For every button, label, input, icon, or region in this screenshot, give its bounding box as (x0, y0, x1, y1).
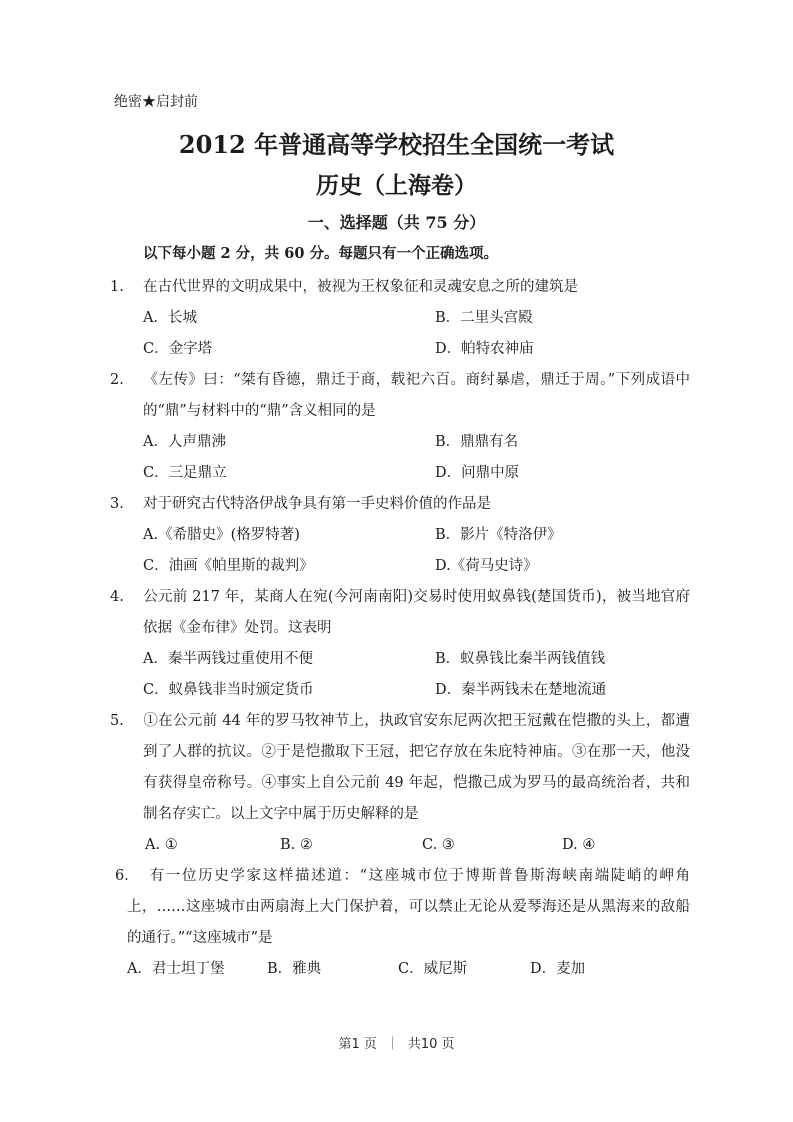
option-d: D．问鼎中原 (435, 465, 520, 481)
option-c: C．蚁鼻钱非当时颁定货币 (143, 682, 314, 698)
classification-banner: 绝密★启封前 (114, 94, 198, 110)
option-a: A．秦半两钱过重使用不便 (143, 651, 313, 667)
option-d: D．帕特农神庙 (435, 341, 534, 357)
options-grid (143, 644, 690, 706)
option-a: A.《希腊史》(格罗特著) (143, 527, 300, 543)
option-a: A．人声鼎沸 (143, 434, 226, 450)
option-a: A．长城 (143, 310, 197, 326)
question-stem-text: ①在公元前 44 年的罗马牧神节上，执政官安东尼两次把王冠戴在恺撒的头上，都遭到了人群的抗议。②于是恺撒取下王冠，把它存放在朱庇特神庙。③在那一天，他没有获得皇帝称号。④事实上自公元前 49 年起，恺撒己成为罗马的最高统治者，共和制名存实亡。以上文字中属于历史解释的是 (143, 713, 690, 822)
question-number: 4. (110, 589, 124, 605)
footer-total-pages: 共10 页 (407, 1037, 455, 1052)
question-stem (110, 489, 690, 520)
question-stem (110, 365, 690, 427)
question-1 (110, 272, 690, 365)
option-b: B．蚁鼻钱比秦半两钱值钱 (435, 651, 606, 667)
options-grid (143, 303, 690, 365)
question-stem-text: 对于研究古代特洛伊战争具有第一手史料价值的作品是 (143, 496, 491, 512)
option-c: C．威尼斯 (398, 961, 468, 977)
option-d: D．秦半两钱未在楚地流通 (435, 682, 607, 698)
options-grid (127, 954, 690, 985)
question-4 (110, 582, 690, 706)
option-b: B．雅典 (267, 961, 322, 977)
option-d: D.《荷马史诗》 (435, 558, 538, 574)
question-stem (115, 861, 690, 954)
exam-title: 2012 年普通高等学校招生全国统一考试 (178, 130, 615, 159)
question-6 (115, 861, 690, 985)
option-c: C．金字塔 (143, 341, 213, 357)
page-footer (0, 1033, 793, 1052)
option-a: A. ① (145, 837, 178, 853)
question-number: 2. (110, 372, 124, 388)
question-stem (110, 706, 690, 830)
question-3 (110, 489, 690, 582)
option-c: C．三足鼎立 (143, 465, 227, 481)
question-number: 3. (110, 496, 124, 512)
option-d: D. ④ (562, 837, 596, 853)
option-b: B．影片《特洛伊》 (435, 527, 562, 543)
option-a: A．君士坦丁堡 (127, 961, 225, 977)
option-b: B. ② (280, 837, 313, 853)
section-heading: 一、选择题（共 75 分） (307, 213, 486, 232)
footer-page-number: 第1 页 (338, 1037, 377, 1052)
options-grid (145, 830, 690, 861)
question-stem (110, 272, 690, 303)
question-number: 1. (110, 279, 124, 295)
question-2 (110, 365, 690, 489)
option-b: B．鼎鼎有名 (435, 434, 519, 450)
option-d: D．麦加 (530, 961, 586, 977)
question-stem (110, 582, 690, 644)
question-stem-text: 在古代世界的文明成果中，被视为王权象征和灵魂安息之所的建筑是 (143, 279, 578, 295)
footer-separator: ｜ (385, 1037, 399, 1052)
question-stem-text: 有一位历史学家这样描述道：“这座城市位于博斯普鲁斯海峡南端陡峭的岬角上，……这座城市由两扇海上大门保护着，可以禁止无论从爱琴海还是从黑海来的敌船的通行。”“这座城市”是 (127, 868, 690, 946)
option-b: B．二里头宫殿 (435, 310, 533, 326)
options-grid (143, 427, 690, 489)
question-stem-text: 公元前 217 年，某商人在宛(今河南南阳)交易时使用蚁鼻钱(楚国货币)，被当地官府依据《金布律》处罚。这表明 (143, 589, 690, 636)
exam-subtitle: 历史（上海卷） (316, 172, 477, 199)
section-instruction: 以下每小题 2 分，共 60 分。每题只有一个正确选项。 (143, 245, 498, 262)
question-stem-text: 《左传》曰：“桀有昏德，鼎迁于商，载祀六百。商纣暴虐，鼎迁于周。”下列成语中的“鼎”与材料中的“鼎”含义相同的是 (143, 372, 690, 419)
option-c: C．油画《帕里斯的裁判》 (143, 558, 314, 574)
question-number: 5. (110, 713, 124, 729)
question-number: 6． (115, 868, 139, 884)
options-grid (143, 520, 690, 582)
option-c: C. ③ (422, 837, 455, 853)
question-list (0, 272, 793, 985)
question-5 (110, 706, 690, 861)
